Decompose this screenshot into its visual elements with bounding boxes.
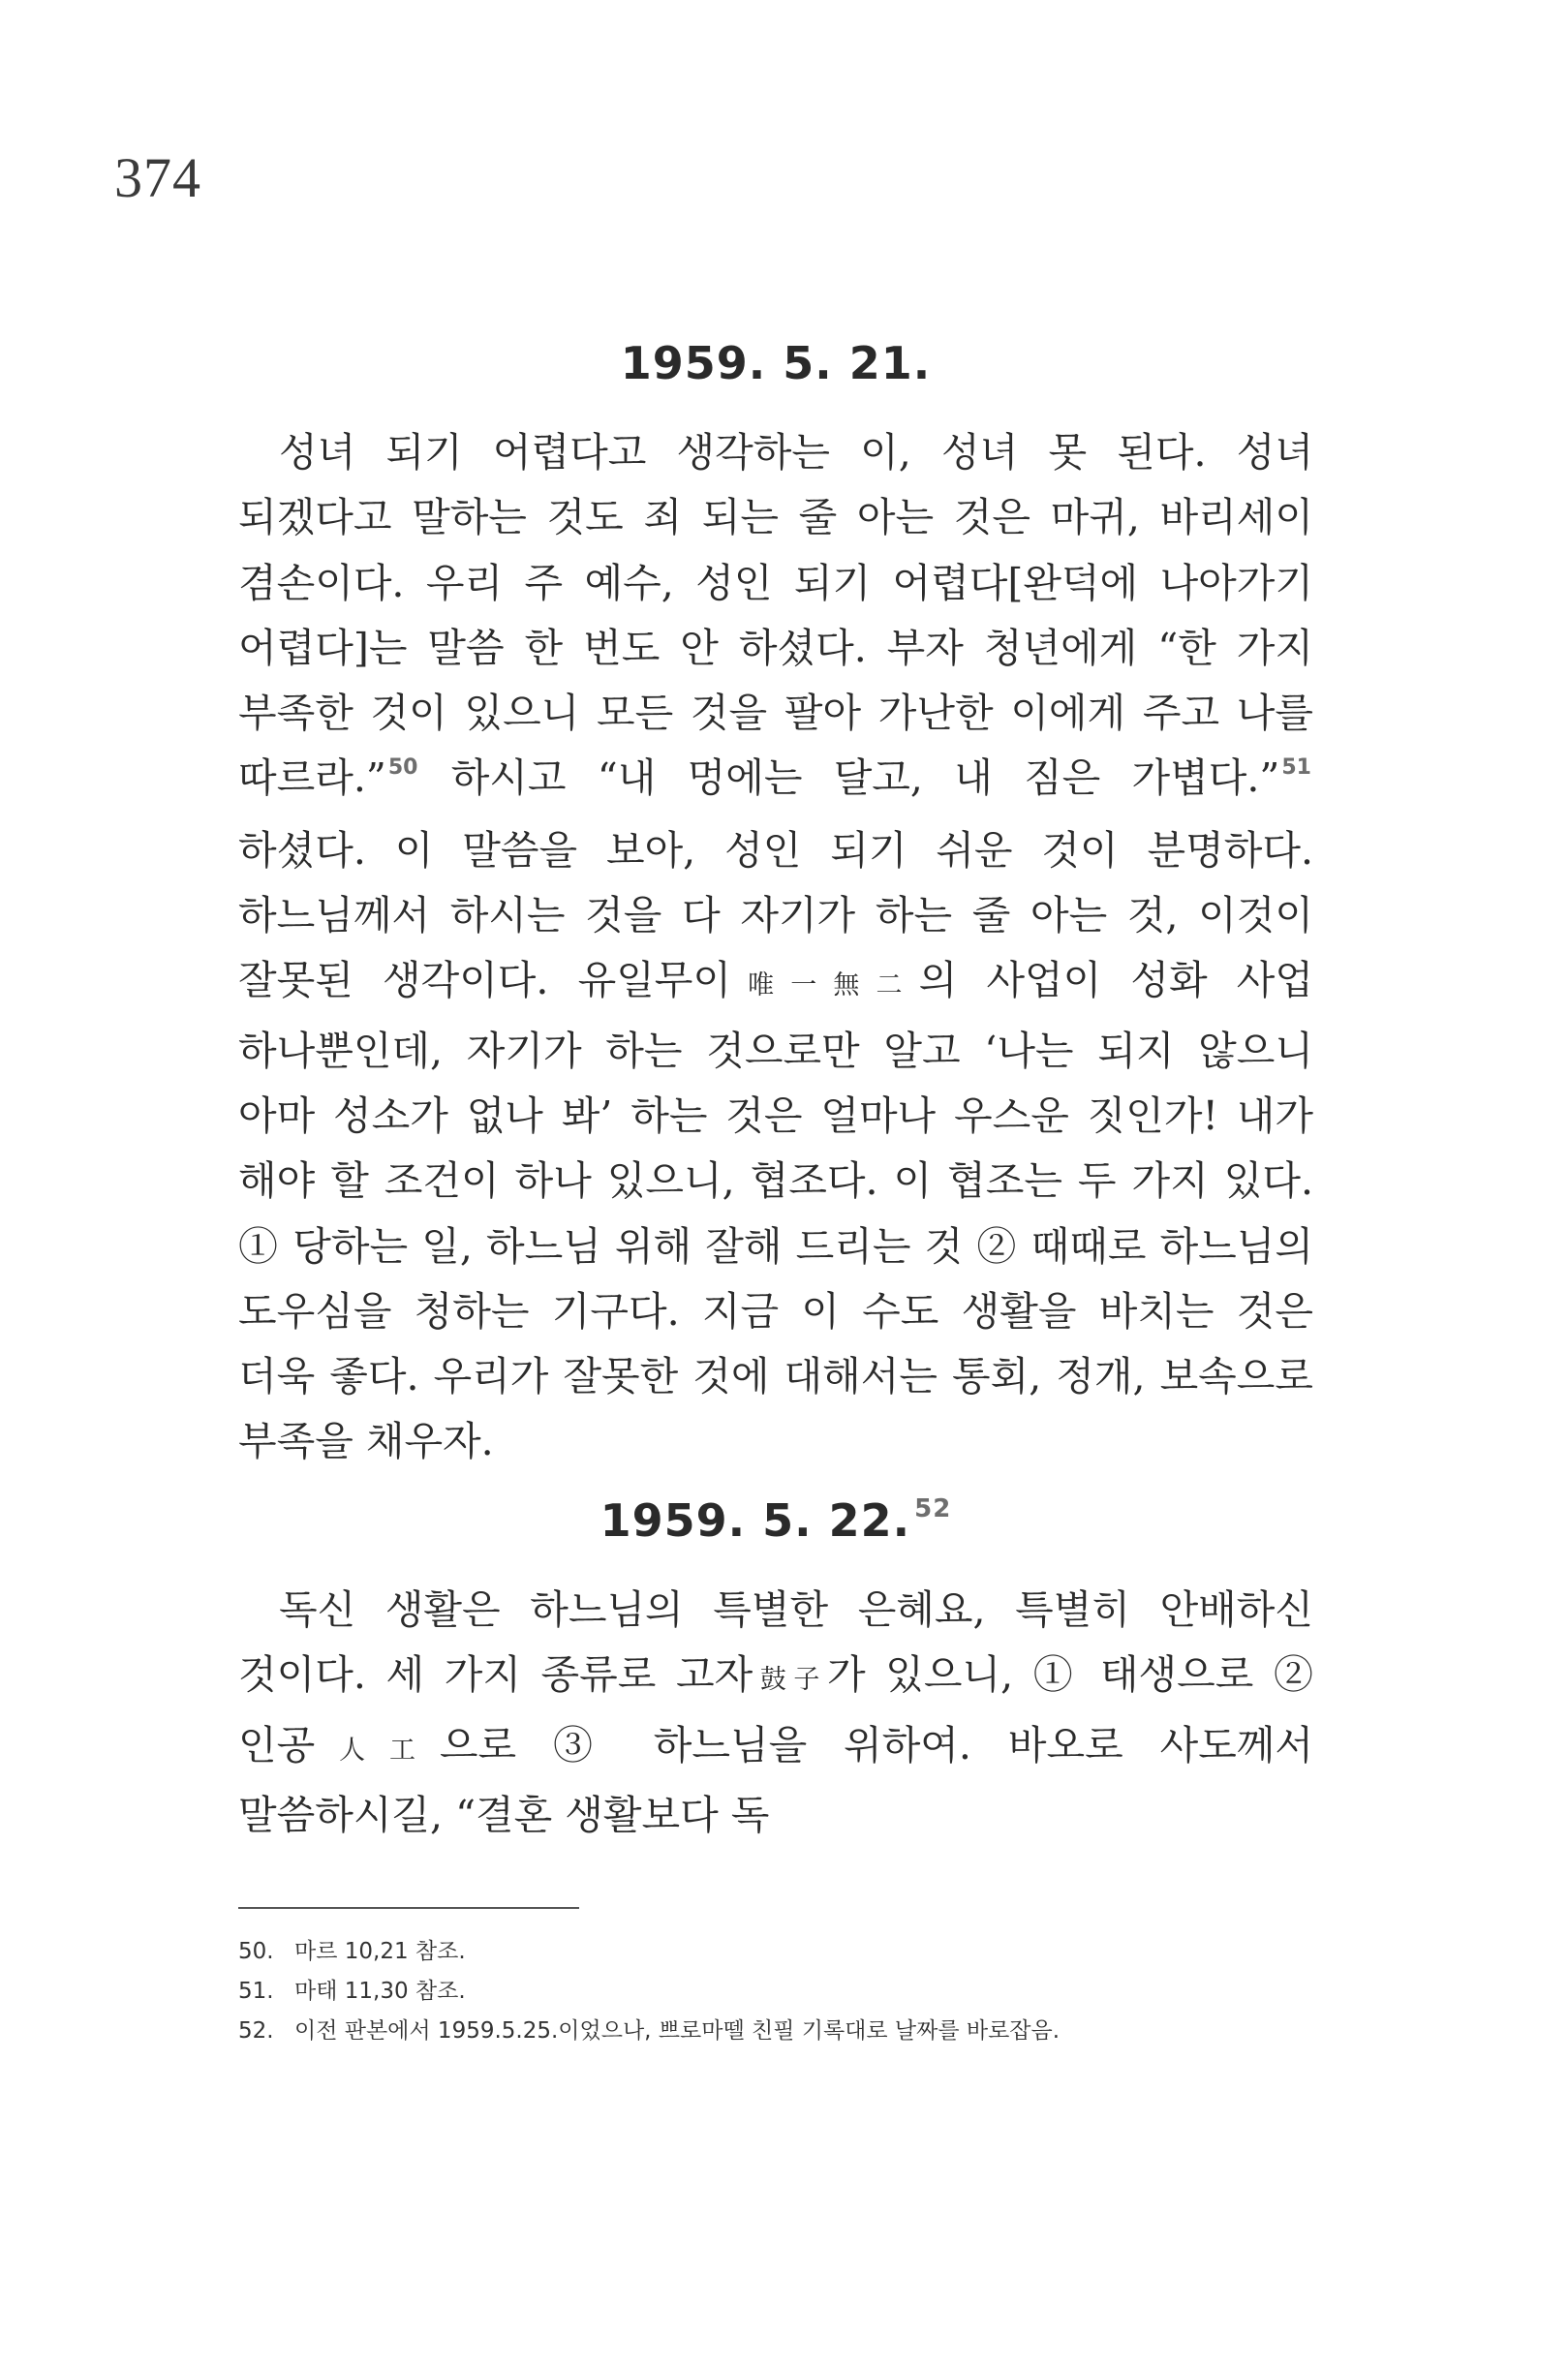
footnote-ref[interactable]: 50 <box>387 755 418 781</box>
text-run: 가 있으니, ① 태생으로 ② 인공 <box>238 1651 1314 1768</box>
entry-paragraph <box>238 1578 1313 1848</box>
text-run: 성녀 되기 어렵다고 생각하는 이, 성녀 못 된다. 성녀 되겠다고 말하는 것도 죄 되는 줄 아는 것은 마귀, 바리세이 겸손이다. 우리 주 예수, 성인 되기 어렵다[완덕에 나아가기 어렵다]는 말씀 한 번도 안 하셨다. 부자 청년에게 “한 가지 부족한 것이 있으니 모든 것을 팔아 가난한 이에게 주고 나를 따르라.” <box>238 429 1313 802</box>
footnotes <box>238 1932 1352 2051</box>
text-run: 독신 생활은 하느님의 특별한 은혜요, 특별히 안배하신 것이다. 세 가지 종류로 고자 <box>238 1586 1313 1699</box>
footnote-ref[interactable]: 52 <box>914 1494 952 1523</box>
text-run: 의 사업이 성화 사업 하나뿐인데, 자기가 하는 것으로만 알고 ‘나는 되지 않으니 아마 성소가 없나 봐’ 하는 것은 얼마나 우스운 짓인가! 내가 해야 할 조건이 하나 있으니, 협조다. 이 협조는 두 가지 있다. ① 당하는 일, 하느님 위해 잘해 드리는 것 ② 때때로 하느님의 도우심을 청하는 기구다. 지금 이 수도 생활을 바치는 것은 더욱 좋다. 우리가 잘못한 것에 대해서는 통회, 정개, 보속으로 부족을 채우자. <box>238 957 1314 1465</box>
entry-date: 1959. 5. 22. <box>600 1494 911 1547</box>
footnote-52 <box>238 2012 1352 2051</box>
footnote-50 <box>238 1932 1352 1972</box>
entry-1959-05-22 <box>238 1494 1313 1848</box>
hanja-gloss: 人工 <box>315 1735 440 1766</box>
entry-paragraph <box>238 420 1313 1475</box>
footnote-number: 52. <box>238 2018 274 2044</box>
text-run: 하시고 “내 멍에는 달고, 내 짐은 가볍다.” <box>419 754 1280 802</box>
footnote-number: 51. <box>238 1979 274 2004</box>
footnote-number: 50. <box>238 1939 274 1964</box>
hanja-gloss: 唯一無二 <box>731 970 919 1001</box>
footnote-text: 마태 11,30 참조. <box>294 1979 466 2004</box>
hanja-gloss: 鼓子 <box>753 1665 828 1696</box>
footnote-ref[interactable]: 51 <box>1281 755 1311 781</box>
footnote-text: 마르 10,21 참조. <box>294 1939 466 1964</box>
footnote-divider <box>238 1907 579 1909</box>
footnote-text: 이전 판본에서 1959.5.25.이었으나, 쁘로마뗄 친필 기록대로 날짜를 바로잡음. <box>294 2018 1061 2044</box>
entry-date-heading <box>238 1494 1313 1578</box>
text-run: 으로 ③ 하느님을 위하여. 바오로 사도께서 말씀하시길, “결혼 생활보다 독 <box>238 1721 1314 1838</box>
footnote-51 <box>238 1972 1352 2012</box>
text-run: 하셨다. 이 말씀을 보아, 성인 되기 쉬운 것이 분명하다. 하느님께서 하시는 것을 다 자기가 하는 줄 아는 것, 이것이 잘못된 생각이다. 유일무이 <box>238 826 1313 1004</box>
entry-date: 1959. 5. 21. <box>620 337 932 389</box>
entry-1959-05-21 <box>238 337 1313 1475</box>
entry-date-heading <box>238 337 1313 420</box>
page-number: 374 <box>114 146 201 209</box>
